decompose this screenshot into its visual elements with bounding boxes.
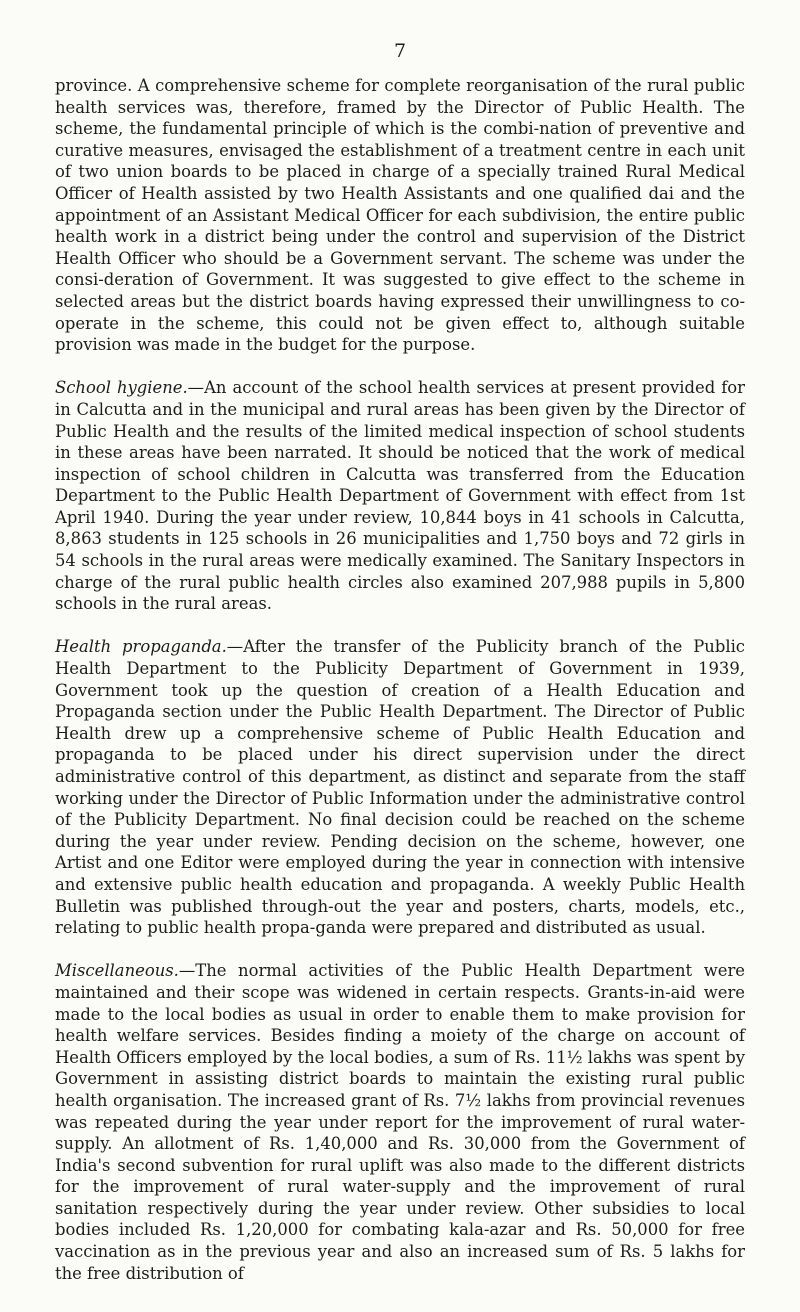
section-heading-miscellaneous: Miscellaneous.: [55, 961, 179, 981]
paragraph-text: province. A comprehensive scheme for complete reorganisation of the rural public health services was, therefore, framed by the Director of Public Health. The scheme, the fundamental principle of which is the combi-nation of preventive and curative measures, envisaged the establishment of a treatment centre in each unit of two union boards to be placed in charge of a specially trained Rural Medical Officer of Health assisted by two Health Assistants and one qualified dai and the appointment of an Assistant Medical Officer for each subdivision, the entire public health work in a district being under the control and supervision of the District Health Officer who should be a Government servant. The scheme was under the consi-deration of Government. It was suggested to give effect to the scheme in selected areas but the district boards having expressed their unwillingness to co-operate in the scheme, this could not be given effect to, although suitable provision was made in the budget for the purpose.: [55, 76, 745, 355]
text-block: [55, 75, 745, 1306]
paragraph-school-hygiene: [55, 377, 745, 615]
paragraph-reorganisation: [55, 75, 745, 356]
paragraph-text: —The normal activities of the Public Health Department were maintained and their scope was widened in certain respects. Grants-in-aid were made to the local bodies as usual in order to enable them to make provision for health welfare services. Besides finding a moiety of the charge on account of Health Officers employed by the local bodies, a sum of Rs. 11½ lakhs was spent by Government in assisting district boards to maintain the existing rural public health organisation. The increased grant of Rs. 7½ lakhs from provincial revenues was repeated during the year under report for the improvement of rural water-supply. An allotment of Rs. 1,40,000 and Rs. 30,000 from the Government of India's second subvention for rural uplift was also made to the different districts for the improvement of rural water-supply and the improvement of rural sanitation respectively during the year under review. Other subsidies to local bodies included Rs. 1,20,000 for combating kala-azar and Rs. 50,000 for free vaccination as in the previous year and also an increased sum of Rs. 5 lakhs for the free distribution of: [55, 961, 745, 1283]
paragraph-text: —An account of the school health services at present provided for in Calcutta and in the municipal and rural areas has been given by the Director of Public Health and the results of the limited medical inspection of school students in these areas have been narrated. It should be noticed that the work of medical inspection of school children in Calcutta was transferred from the Education Department to the Public Health Department of Government with effect from 1st April 1940. During the year under review, 10,844 boys in 41 schools in Calcutta, 8,863 students in 125 schools in 26 municipalities and 1,750 boys and 72 girls in 54 schools in the rural areas were medically examined. The Sanitary Inspectors in charge of the rural public health circles also examined 207,988 pupils in 5,800 schools in the rural areas.: [55, 378, 746, 614]
section-heading-health-propaganda: Health propaganda.: [55, 637, 227, 657]
paragraph-miscellaneous: [55, 960, 745, 1284]
page-number: 7: [393, 40, 407, 62]
section-heading-school-hygiene: School hygiene.: [55, 378, 188, 398]
paragraph-text: —After the transfer of the Publicity branch of the Public Health Department to the Publicity Department of Government in 1939, Government took up the question of creation of a Health Education and Propaganda section under the Public Health Department. The Director of Public Health drew up a comprehensive scheme of Public Health Education and propaganda to be placed under his direct supervision under the direct administrative control of this department, as distinct and separate from the staff working under the Director of Public Information under the administrative control of the Publicity Department. No final decision could be reached on the scheme during the year under review. Pending decision on the scheme, however, one Artist and one Editor were employed during the year in connection with intensive and extensive public health education and propaganda. A weekly Public Health Bulletin was published through-out the year and posters, charts, models, etc., relating to public health propa-ganda were prepared and distributed as usual.: [55, 637, 745, 938]
paragraph-health-propaganda: [55, 636, 745, 938]
